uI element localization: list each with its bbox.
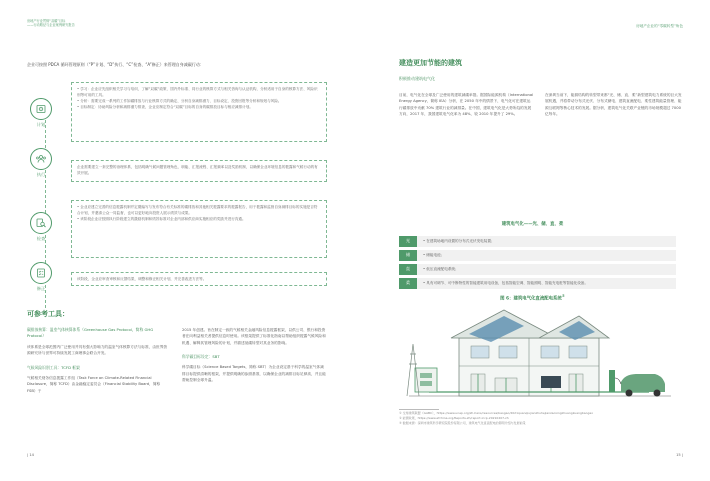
group-icon [30, 148, 52, 170]
header-line-2: ——行动路径与企业案例研究报告 [27, 23, 75, 28]
table-key: 光 [399, 236, 417, 247]
step-do-text: 企业需要建立一套完整的治理体系，包括明确气候问题管理角色、职能、汇报流程、汇报频率以及奖励机制，以确保企业环境信息的披露和气候行动的有效开展。 [71, 160, 327, 182]
building-para-left: 目前，电气化在全球及广泛使用的建筑减碳举措。据国际能源机构（International Energy Agency，简称 IEA）分析，在 2050 年中的情景下，电气化可在建筑运行碳排放中贡献 70% 建筑行业的减排量。在中国，建筑电气化是大势所趋的发展方向，2017 年，我国建筑电气化率为 48%，较 2010 年提升了 29%。 [399, 93, 534, 117]
tools-title: 可参考工具： [27, 310, 69, 318]
table-key: 直 [399, 264, 417, 275]
tool-heading: 气候风险识别工具：TCFD 框架 [27, 364, 80, 370]
step-plan [29, 98, 53, 129]
footnotes [399, 411, 684, 425]
running-header-right: 房地产企业的“零碳转型”角色 [636, 24, 683, 28]
checklist-icon [30, 262, 52, 284]
table-value: • 低压直流配电系统； [423, 266, 459, 271]
tool-desc: 科学碳目标（Science Based Targets，简称 SBT）为企业设定基于科学的温室气体减排目标提供清晰的框架，并提供明确的参照基准，以确保企业的减排目标足够高，并且能帮助控制全球升温。 [182, 365, 326, 383]
table-row [399, 278, 676, 289]
table-value: • 在建筑场地内设置的分布式光伏发电装置； [423, 238, 495, 243]
step-act-text: 该阶段，企业应审查审核和反馈结果，调整和修正相关计划，并完善改进方法等。 [71, 272, 327, 286]
step-label: 修正 [36, 286, 46, 291]
footnote: ① 全球建筑联盟（GABC），https://www.unep.org/zh-hans/resources/baogao/2021quanqiujianzhuhejianzaoxingzhuangkuangbaogao [399, 411, 594, 415]
right-page [355, 0, 710, 481]
step-label: 计划 [36, 122, 46, 127]
tool-desc: 该体系是全球范围内广泛使用并具有强大影响力的温室气体核算方法与标准，由世界资源研究所与世界可持续发展工商理事会联合开发。 [27, 344, 168, 356]
running-header-left [27, 19, 75, 28]
building-para-right: 在深圳当前下，能源结构的转型带来都“光、储、直、柔”新型建筑电力系统的巨大发展机遇，并将带动分布式光伏、分布式储电、建筑直流配电、柔性建筑能量管理、能源互联网等核心技术的发展。据分析，建筑电气化关联产业链的市场规模超过 7000 亿每年。 [545, 93, 682, 117]
footnote: ③ 数据来源：深圳市建筑科学研究院股份有限公司，建筑电气化直流配电的简明介绍与发展前景 [399, 420, 526, 425]
table-row [399, 236, 676, 247]
step-label: 执行 [36, 172, 46, 177]
magnifier-icon [30, 212, 52, 234]
page-number-left: | 14 [27, 453, 34, 457]
target-icon [30, 98, 52, 120]
figure-title-text: 图 6：建筑电气化直流配电系统 [500, 296, 562, 302]
table-key: 储 [399, 250, 417, 261]
step-act [29, 262, 53, 293]
tools-col-1 [27, 327, 169, 394]
building-subtitle: 积极推动建筑电气化 [399, 76, 435, 81]
table-title: 建筑电气化——光、储、直、柔 [501, 222, 564, 227]
tool-heading: 碳排放核算：温室气体核算体系（Greenhouse Gas Protocol，简称 GHG Protocol） [27, 327, 154, 339]
tools-col-2 [182, 327, 327, 384]
pdca-intro: 企业可按照 PDCA 循环管理原则（“P”计划、“D”执行、“C”检查、“A”修正）来管理自身减碳行动： [27, 62, 204, 67]
figure-footnote-mark: ② [561, 294, 565, 298]
step-do [29, 148, 53, 179]
table-row [399, 264, 676, 275]
step-check [29, 212, 53, 243]
dc-building-illustration [399, 304, 679, 404]
table-key: 柔 [399, 278, 417, 289]
table-value: • 具有可调节、可中断特性的智能建筑用电设备，包括智能空调、智能照明、智能充电桩等智能化设备。 [423, 280, 588, 285]
page-number-right: 15 | [676, 453, 683, 457]
tool-desc: 2015 年创建。旨在制定一致的气候相关金融风险信息披露框架，以供公司、银行和投资者在向利益相关者提供信息时使用。该框架提供了标准化指南以帮助组织披露气候风险和机遇、解释其管理风险的计划，并描述低碳转型对其业务的影响。 [182, 328, 326, 345]
header-line-1: 房地产行业贯彻“双碳”目标 [27, 19, 66, 23]
table-row [399, 250, 676, 261]
tool-heading: 科学碳目标设定：SBT [182, 354, 220, 360]
step-check-text: • 企业应建立完善的信息披露机制并定期编写与发布符合有关标准的碳排放和其他相关披露要求的披露报告，用于披露和监督自身减排目标的实施是否符合计划，并邀请公众一同监督，也可以更好地向投资人展示绩效与成果。 • 该阶段企业应按照执行阶段建立的激励机制和绩效标准对企业内部和供应商实施相应的奖励并进行沟通。 [71, 200, 327, 258]
footnote: ② 能源政策，https://www.efchina.org/Reports-zh/report-lccp-20210207-zh [399, 415, 509, 420]
tool-desc: 气候相关财务信息披露工作组（Task Force on Climate-Related Financial Disclosure，简称 TCFD）由金融稳定委员会（Financial Stability Board，简称 FSB）于 [27, 375, 161, 393]
step-plan-text: • 学习：企业应先组织相关学习与培训，了解“双碳”政策、国内外标准、同行业的核算方式与相关咨询与认证机构，分析适用于自身的核算方法、风险识别等可用的工具。 • 分析：需要完成一系列的工作如碳排放与行业核算方式的确定、分析自身减排潜力、目标设定、投资回报等分析和规划与风险。 • 目标制定：协助风险分析和减排潜力排查，企业应制定符合“双碳”目标的自身的碳排放目标与相应减排计划。 [71, 82, 327, 142]
footnote-rule [399, 409, 439, 410]
figure-title [355, 294, 710, 303]
table-value: • 储能电池； [423, 252, 445, 257]
building-title: 建造更加节能的建筑 [399, 59, 462, 67]
step-label: 检查 [36, 236, 46, 241]
